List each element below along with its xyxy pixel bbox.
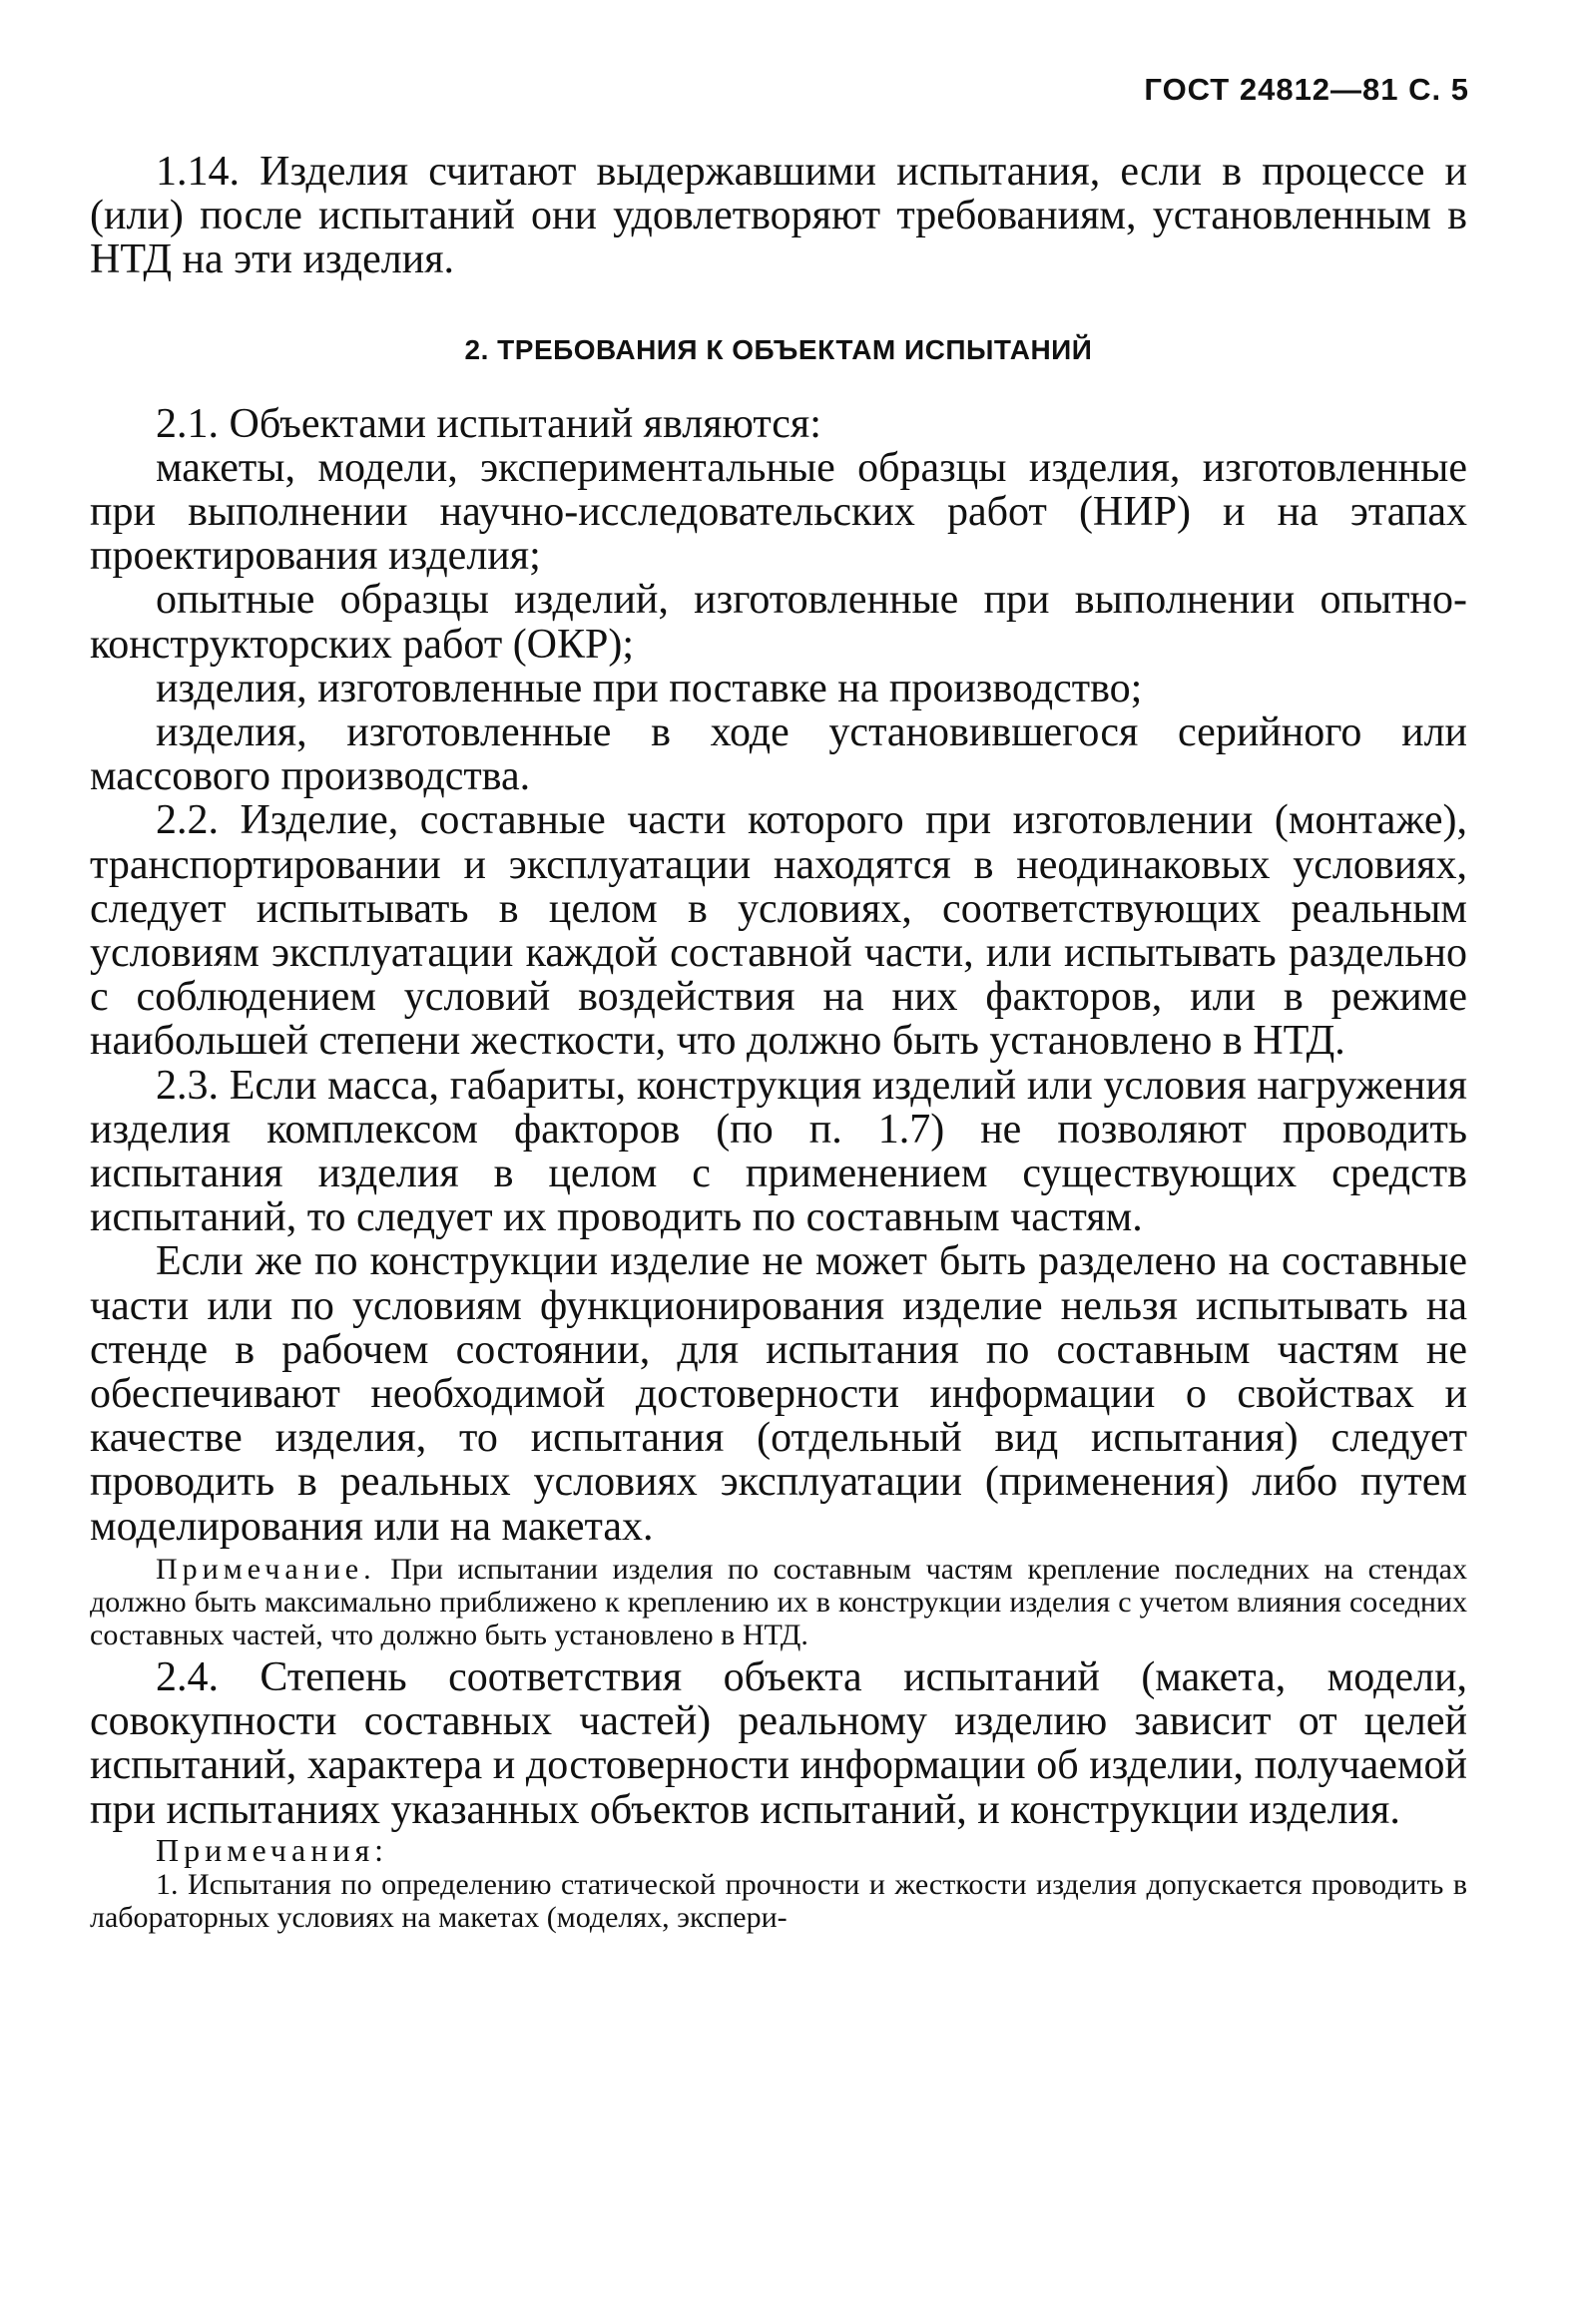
paragraph-2-3: 2.3. Если масса, габариты, конструкция изделий или условия нагружения изделия комплексом факторов (по п. 1.7) не позволяют проводить испытания изделия в целом с применением существующих средств испытаний, то следует их проводить по составным частям. bbox=[90, 1062, 1467, 1241]
notes-heading: Примечания: bbox=[156, 1831, 389, 1868]
page-header: ГОСТ 24812—81 С. 5 bbox=[1144, 72, 1469, 107]
document-body bbox=[90, 150, 1467, 1934]
paragraph-2-4: 2.4. Степень соответствия объекта испытаний (макета, модели, совокупности составных частей) реальному изделию зависит от целей испытаний, характера и достоверности информации об изделии, получаемой при испытаниях указанных объектов испытаний, и конструкции изделия. bbox=[90, 1653, 1467, 1833]
paragraph-2-1: 2.1. Объектами испытаний являются: bbox=[156, 400, 821, 447]
paragraph-1-14: 1.14. Изделия считают выдержавшими испытания, если в процессе и (или) после испытаний они удовлетворяют требованиям, установленным в НТД на эти изделия. bbox=[90, 149, 1467, 283]
list-item: изделия, изготовленные в ходе установившегося серийного или массового производства. bbox=[90, 709, 1467, 800]
note bbox=[90, 1553, 1467, 1651]
section-title: 2. ТРЕБОВАНИЯ К ОБЪЕКТАМ ИСПЫТАНИЙ bbox=[464, 333, 1093, 365]
list-item: изделия, изготовленные при поставке на производство; bbox=[156, 665, 1143, 711]
list-item: опытные образцы изделий, изготовленные при выполнении опытно-конструкторских работ (ОКР); bbox=[90, 577, 1467, 668]
list-item: макеты, модели, экспериментальные образцы изделия, изготовленные при выполнении научно-исследовательских работ (НИР) и на этапах проектирования изделия; bbox=[90, 444, 1467, 580]
note-label: Примечание. bbox=[156, 1552, 376, 1586]
note-item-1: 1. Испытания по определению статической прочности и жесткости изделия допускается проводить в лабораторных условиях на макетах (моделях, экспери- bbox=[90, 1867, 1467, 1934]
paragraph-2-2: 2.2. Изделие, составные части которого при изготовлении (монтаже), транспортировании и эксплуатации находятся в неодинаковых условиях, следует испытывать в целом в условиях, соответствующих реальным условиям эксплуатации каждой составной части, или испытывать раздельно с соблюдением условий воздействия на них факторов, или в режиме наибольшей степени жесткости, что должно быть установлено в НТД. bbox=[90, 797, 1467, 1065]
paragraph-2-3-continued: Если же по конструкции изделие не может быть разделено на составные части или по условиям функционирования изделие нельзя испытывать на стенде в рабочем состоянии, для испытания по составным частям не обеспечивают необходимой достоверности информации о свойствах и качестве изделия, то испытания (отдельный вид испытания) следует проводить в реальных условиях эксплуатации (применения) либо путем моделирования или на макетах. bbox=[90, 1238, 1467, 1550]
note-text: При испытании изделия по составным частям крепление последних на стендах должно быть максимально приближено к креплению их в конструкции изделия с учетом влияния соседних составных частей, что должно быть установлено в НТД. bbox=[90, 1552, 1467, 1651]
